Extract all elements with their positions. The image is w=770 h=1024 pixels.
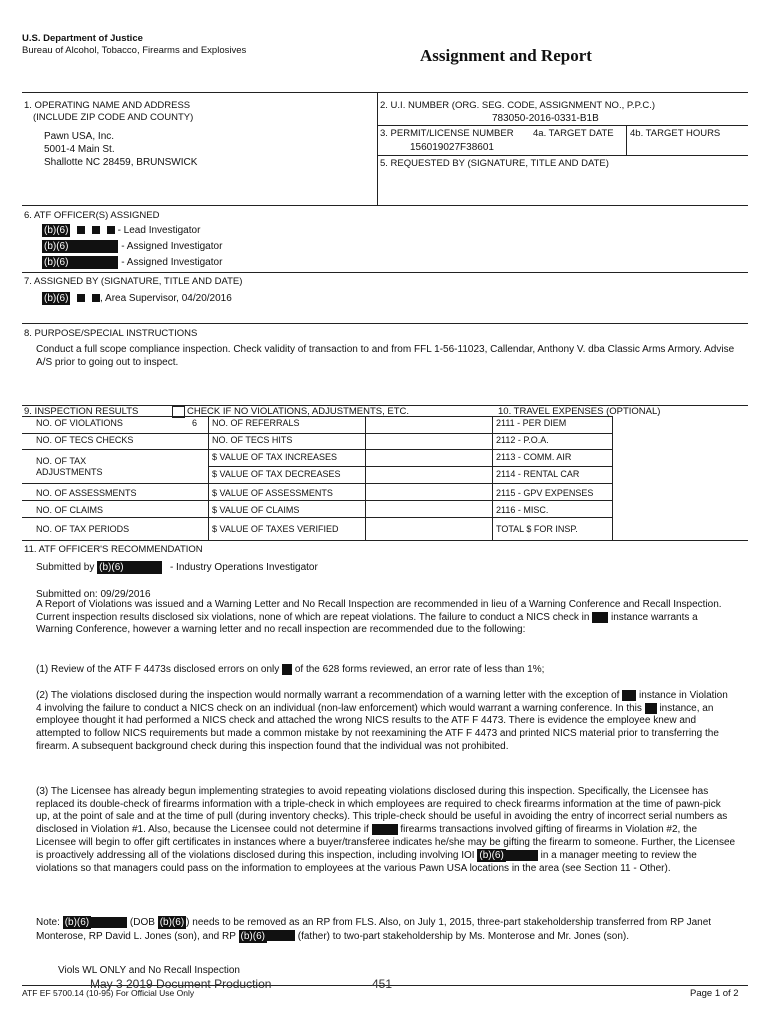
tax-periods-label: NO. OF TAX PERIODS xyxy=(36,524,130,534)
supervisor-text: , Area Supervisor, 04/20/2016 xyxy=(100,293,232,304)
target-date-label: 4a. TARGET DATE xyxy=(533,128,614,139)
redaction-block xyxy=(282,664,292,675)
redaction-block xyxy=(92,226,100,234)
form-number: ATF EF 5700.14 (10-95) For Official Use Only xyxy=(22,988,195,998)
tecs-hits-label: NO. OF TECS HITS xyxy=(212,435,293,445)
assessments-label: NO. OF ASSESSMENTS xyxy=(36,488,137,498)
redaction: (b)(6) xyxy=(240,930,265,942)
redaction-block xyxy=(126,561,162,574)
table-top xyxy=(22,416,612,417)
submitted-on: Submitted on: 09/29/2016 xyxy=(36,589,151,600)
redaction: (b)(6) xyxy=(64,917,90,928)
p3-text-a: (2) The violations disclosed during the inspection would normally warrant a recommendation of a warning letter with the exception of xyxy=(36,690,620,702)
officer-assigned-1 xyxy=(42,240,222,253)
recommendation-label: 11. ATF OFFICER'S RECOMMENDATION xyxy=(24,544,203,555)
p1-text: A Report of Violations was issued and a Warning Letter and No Recall Inspection are recommended in lieu of a Warning Conference and Recall Inspection. Current inspection results disclosed six violations, none of which are repeat violations. The failure to conduct a NICS check in xyxy=(36,599,722,623)
operating-name-line: Pawn USA, Inc. xyxy=(44,131,115,142)
rule-2 xyxy=(377,125,748,126)
redaction-block xyxy=(107,226,115,234)
comm-air-label: 2113 - COMM. AIR xyxy=(496,452,572,462)
purpose-label: 8. PURPOSE/SPECIAL INSTRUCTIONS xyxy=(24,328,198,339)
p4-text-a: (3) The Licensee has already begun implementing strategies to avoid repeating violations disclosed during this inspection. Specifically, the Licensee has replaced its double-check of firearms information with a triple-check in which employees are required to check firearms information at the time of pawn-pick up, at the point of sale and at the time of pull (during inventory checks). This triple-check should be useful in avoiding the entry of incorrect serial numbers as disclosed in Violation #1. Also, because the Licensee could not determine if xyxy=(36,786,728,835)
bates-number: 451 xyxy=(372,977,393,991)
rule-7 xyxy=(22,323,748,324)
officers-label: 6. ATF OFFICER(S) ASSIGNED xyxy=(24,210,160,221)
top-divider xyxy=(377,92,378,205)
agency-name: U.S. Department of Justice xyxy=(22,33,143,44)
gpv-expenses-label: 2115 - GPV EXPENSES xyxy=(496,488,594,498)
assigned-by-label: 7. ASSIGNED BY (SIGNATURE, TITLE AND DATE) xyxy=(24,276,243,287)
inspection-results-label: 9. INSPECTION RESULTS xyxy=(24,406,139,417)
permit-number-label: 3. PERMIT/LICENSE NUMBER xyxy=(380,128,514,139)
production-stamp: May 3 2019 Document Production xyxy=(90,977,272,991)
officer-role: - Assigned Investigator xyxy=(121,257,223,269)
p3-text-b: instance in Violation 4 involving the failure to conduct a NICS check on an individual (non-law enforcement) which would warrant a warning conference. In this xyxy=(36,690,728,714)
rule-3 xyxy=(377,155,748,156)
table-rule xyxy=(22,483,612,484)
submitted-role: - Industry Operations Investigator xyxy=(169,562,318,574)
tecs-checks-label: NO. OF TECS CHECKS xyxy=(36,435,134,445)
note-text-c: ) needs to be removed as an RP from FLS. Also, on July 1, 2015, three-part stakeholdership transferred from RP Janet Monterose, RP David L. Jones (son), and RP xyxy=(36,917,712,942)
redaction-block xyxy=(70,240,118,253)
redaction: (b)(6) xyxy=(44,241,69,253)
note-text-b: (DOB xyxy=(129,917,155,928)
operating-name-label: 1. OPERATING NAME AND ADDRESS xyxy=(24,100,191,111)
officer-role: - Assigned Investigator xyxy=(121,241,223,253)
redaction: (b)(6) xyxy=(44,257,69,269)
p3-text-c: instance, an employee thought it had performed a NICS check and attached the wrong NICS results to the ATF F 4473. There is evidence the employee knew and attempted to follow NICS requirements but made a common mistake by not reexamining the ATF F 4473 and printed NICS material prior to transferring the firearm. A subsequent background check during this inspection found that the individual was not prohibited. xyxy=(36,702,719,752)
note-text-a: Note: xyxy=(36,917,60,928)
table-vline-2 xyxy=(365,416,366,540)
redaction-block xyxy=(267,930,295,941)
operating-name-sublabel: (INCLUDE ZIP CODE AND COUNTY) xyxy=(33,112,194,123)
redaction-block xyxy=(506,850,538,861)
p2-text-a: (1) Review of the ATF F 4473s disclosed errors on only xyxy=(36,664,280,676)
rental-car-label: 2114 - RENTAL CAR xyxy=(496,469,580,479)
table-rule xyxy=(208,466,612,467)
operating-city-line: Shallotte NC 28459, BRUNSWICK xyxy=(44,157,198,168)
p4-text-b: firearms transactions involved gifting of firearms in Violation #2, the Licensee will begin to offer gift certificates in instances where a buyer/transferee indicates he/she may be gifting the firearm to someone. Further, the Licensee is proactively addressing all of the violations disclosed during this inspection, including involving IOI xyxy=(36,823,736,862)
permit-number-value: 156019027F38601 xyxy=(410,142,494,153)
redaction-block xyxy=(622,690,636,701)
referrals-label: NO. OF REFERRALS xyxy=(212,418,300,428)
value-claims-label: $ VALUE OF CLAIMS xyxy=(212,505,300,515)
paragraph-1 xyxy=(36,599,736,637)
redaction-block xyxy=(91,917,127,928)
redaction: (b)(6) xyxy=(99,562,124,574)
assigned-by-value xyxy=(42,292,232,305)
submitted-by-label: Submitted by xyxy=(36,562,95,574)
redaction: (b)(6) xyxy=(159,917,185,928)
rule-6 xyxy=(22,272,748,273)
requested-by-label: 5. REQUESTED BY (SIGNATURE, TITLE AND DATE) xyxy=(380,158,609,169)
table-rule xyxy=(22,517,612,518)
total-label: TOTAL $ FOR INSP. xyxy=(496,524,578,534)
paragraph-2 xyxy=(36,664,736,677)
redaction-block xyxy=(592,612,608,623)
note-paragraph xyxy=(36,916,736,943)
final-recommendation: Viols WL ONLY and No Recall Inspection xyxy=(58,965,240,976)
redaction-block xyxy=(372,824,398,835)
paragraph-4 xyxy=(36,786,736,875)
poa-label: 2112 - P.O.A. xyxy=(496,435,549,445)
note-text-d: (father) to two-part stakeholdership by Ms. Monterose and Mr. Jones (son). xyxy=(297,930,630,942)
table-vline-1 xyxy=(208,416,209,540)
no-violations-label: CHECK IF NO VIOLATIONS, ADJUSTMENTS, ETC. xyxy=(187,406,410,417)
rule-target xyxy=(626,125,627,155)
tax-decreases-label: $ VALUE OF TAX DECREASES xyxy=(212,469,341,479)
officer-role: - Lead Investigator xyxy=(117,225,201,236)
p1-text-b: instance warrants a Warning Conference, however a warning letter and no recall inspection are recommended due to the following: xyxy=(36,611,698,636)
redaction-block xyxy=(77,226,85,234)
redaction-block xyxy=(645,703,657,714)
p2-text-b: of the 628 forms reviewed, an error rate of less than 1%; xyxy=(294,664,545,676)
travel-expenses-label: 10. TRAVEL EXPENSES (OPTIONAL) xyxy=(498,406,661,417)
page-number: Page 1 of 2 xyxy=(690,988,739,999)
target-hours-label: 4b. TARGET HOURS xyxy=(630,128,721,139)
taxes-verified-label: $ VALUE OF TAXES VERIFIED xyxy=(212,524,339,534)
purpose-text: Conduct a full scope compliance inspection. Check validity of transaction to and from FFL 1-56-11023, Callendar, Anthony V. dba Classic Arms Armory. Advise A/S prior to going out to inspect. xyxy=(36,344,735,368)
rule-5 xyxy=(22,205,748,206)
form-title: Assignment and Report xyxy=(420,46,592,65)
table-vline-4 xyxy=(612,416,613,540)
ui-number-label: 2. U.I. NUMBER (ORG. SEG. CODE, ASSIGNMENT NO., P.P.C.) xyxy=(380,100,656,111)
violations-value: 6 xyxy=(192,418,198,428)
header-rule xyxy=(22,92,748,93)
table-vline-3 xyxy=(492,416,493,540)
redaction: (b)(6) xyxy=(479,850,504,862)
redaction: (b)(6) xyxy=(44,293,69,304)
redaction-block xyxy=(92,294,100,302)
bureau-name: Bureau of Alcohol, Tobacco, Firearms and Explosives xyxy=(22,45,247,56)
redaction: (b)(6) xyxy=(44,225,69,236)
operating-address-line: 5001-4 Main St. xyxy=(44,144,115,155)
table-rule xyxy=(22,540,748,541)
claims-label: NO. OF CLAIMS xyxy=(36,505,104,515)
violations-label: NO. OF VIOLATIONS xyxy=(36,418,123,428)
paragraph-3 xyxy=(36,690,736,753)
tax-adjustments-label: NO. OF TAX ADJUSTMENTS xyxy=(36,456,103,477)
misc-label: 2116 - MISC. xyxy=(496,505,549,515)
redaction-block xyxy=(77,294,85,302)
redaction-block xyxy=(70,256,118,269)
tax-increases-label: $ VALUE OF TAX INCREASES xyxy=(212,452,338,462)
value-assessments-label: $ VALUE OF ASSESSMENTS xyxy=(212,488,333,498)
officer-lead xyxy=(42,224,200,237)
table-rule xyxy=(22,449,612,450)
per-diem-label: 2111 - PER DIEM xyxy=(496,418,567,428)
table-rule xyxy=(22,500,612,501)
ui-number-value: 783050-2016-0331-B1B xyxy=(492,113,599,124)
p4-text-c: in a manager meeting to review the violations so that managers could pass on the information to employees at the various Pawn USA locations in the area (see Section 11 - Other). xyxy=(36,850,697,874)
officer-assigned-2 xyxy=(42,256,222,269)
table-rule xyxy=(22,433,612,434)
submitted-by-line xyxy=(36,561,318,574)
